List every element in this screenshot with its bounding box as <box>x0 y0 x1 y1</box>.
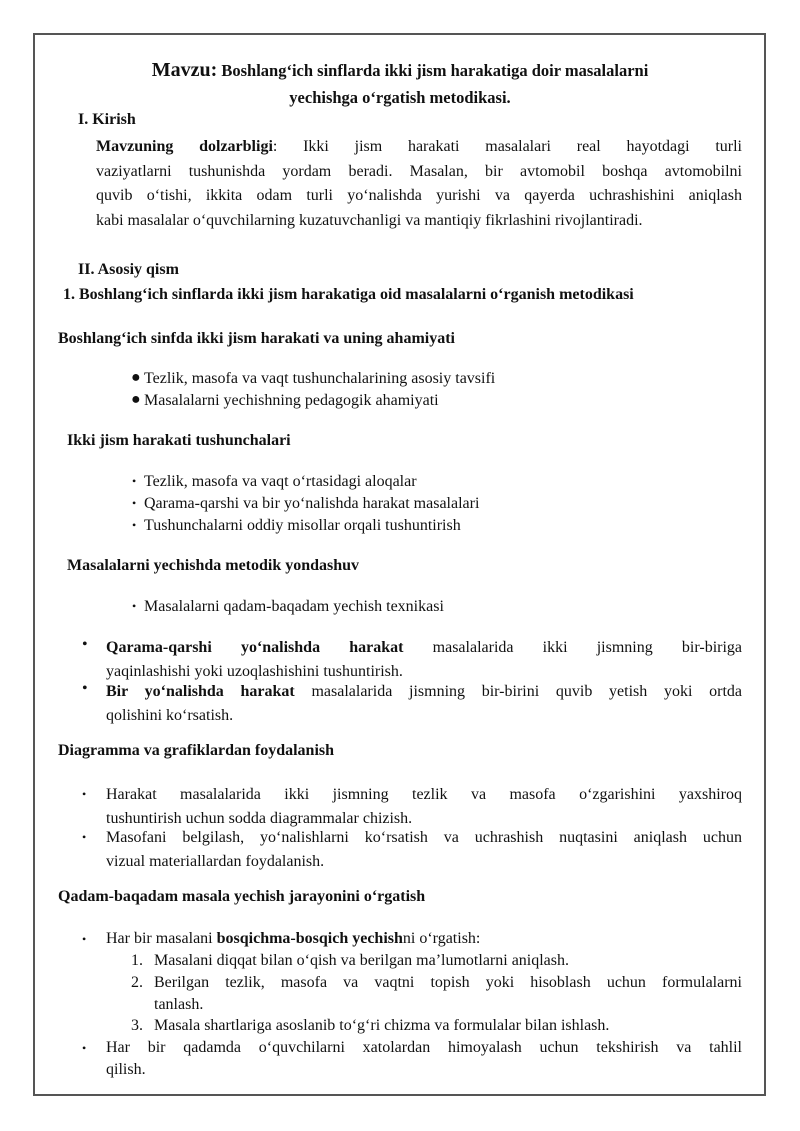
list-item: Harakat masalalarida ikki jismning tezlik va masofa o‘zgarishini yaxshiroq tushuntirish uchun sodda diagrammalar chizish. <box>106 786 742 827</box>
list-item: Har bir qadamda o‘quvchilarni xatolardan himoyalash uchun tekshirish va tahlil qilish. <box>106 1039 742 1078</box>
bullet-icon: ● <box>131 391 141 408</box>
step-number: 2. <box>131 974 143 991</box>
step-number: 3. <box>131 1017 143 1034</box>
bullet-icon: • <box>82 1041 87 1055</box>
list-item: Masofani belgilash, yo‘nalishlarni ko‘rsatish va uchrashish nuqtasini aniqlash uchun vizual materiallardan foydalanish. <box>106 829 742 870</box>
step-text: Berilgan tezlik, masofa va vaqtni topish yoki hisoblash uchun formulalarni tanlash. <box>154 974 742 1013</box>
bullet-icon: • <box>82 787 87 801</box>
intro-paragraph: Mavzuning dolzarbligi: Ikki jism harakati masalalari real hayotdagi turli vaziyatlarni tushunishda yordam beradi. Masalan, bir avtomobil boshqa avtomobilni quvib o‘tishi, ikkita odam turli yo‘nalishda yurishi va qayerda uchrashishini aniqlash kabi masalalar o‘quvchilarning kuzatuvchanligi va mantiqiy fikrlashini rivojlantiradi. <box>96 138 743 230</box>
bullet-icon: • <box>132 496 137 510</box>
sec2-heading: Ikki jism harakati tushunchalari <box>67 432 291 449</box>
main-heading: II. Asosiy qism <box>78 261 179 278</box>
title-prefix: Mavzu: <box>151 59 218 81</box>
intro-lead: Mavzuning dolzarbligi <box>96 138 273 155</box>
step-number: 1. <box>131 952 143 969</box>
step-text: Masala shartlariga asoslanib to‘g‘ri chizma va formulalar bilan ishlash. <box>154 1017 610 1034</box>
list-item: Har bir masalani bosqichma-bosqich yechishni o‘rgatish: <box>106 930 481 947</box>
sec1-heading: Boshlang‘ich sinfda ikki jism harakati va uning ahamiyati <box>58 330 455 347</box>
sec5-heading: Qadam-baqadam masala yechish jarayonini o‘rgatish <box>58 888 426 905</box>
bullet-icon: • <box>132 599 137 613</box>
step-text: Masalani diqqat bilan o‘qish va berilgan ma’lumotlarni aniqlash. <box>154 952 570 969</box>
bullet-icon: • <box>82 932 87 946</box>
title-line-1: Boshlang‘ich sinflarda ikki jism harakatiga doir masalalarni <box>221 61 649 80</box>
bullet-icon: • <box>132 518 137 532</box>
list-item: Tezlik, masofa va vaqt tushunchalarining asosiy tavsifi <box>144 370 496 387</box>
list-item: Qarama-qarshi yo‘nalishda harakat masalalarida ikki jismning bir-biriga yaqinlashishi yoki uzoqlashishini tushuntirish. <box>106 639 743 680</box>
intro-heading: I. Kirish <box>78 111 136 128</box>
main-subheading: 1. Boshlang‘ich sinflarda ikki jism harakatiga oid masalalarni o‘rganish metodikasi <box>63 286 634 303</box>
bullet-icon: • <box>82 830 87 844</box>
list-item: Bir yo‘nalishda harakat masalalarida jismning bir-birini quvib yetish yoki ortda qolishini ko‘rsatish. <box>106 683 743 724</box>
bullet-icon: • <box>132 474 137 488</box>
list-item: Masalalarni yechishning pedagogik ahamiyati <box>144 392 439 409</box>
sec4-heading: Diagramma va grafiklardan foydalanish <box>58 742 335 759</box>
list-item: Qarama-qarshi va bir yo‘nalishda harakat masalalari <box>144 495 480 512</box>
bullet-icon: • <box>82 680 88 697</box>
document-title <box>0 58 800 83</box>
bullet-icon: • <box>82 636 88 653</box>
list-item: Masalalarni qadam-baqadam yechish texnikasi <box>144 598 444 615</box>
list-item: Tezlik, masofa va vaqt o‘rtasidagi aloqalar <box>144 473 417 490</box>
list-item: Tushunchalarni oddiy misollar orqali tushuntirish <box>144 517 461 534</box>
sec3-heading: Masalalarni yechishda metodik yondashuv <box>67 557 360 574</box>
title-line-2: yechishga o‘rgatish metodikasi. <box>289 88 511 107</box>
bullet-icon: ● <box>131 369 141 386</box>
